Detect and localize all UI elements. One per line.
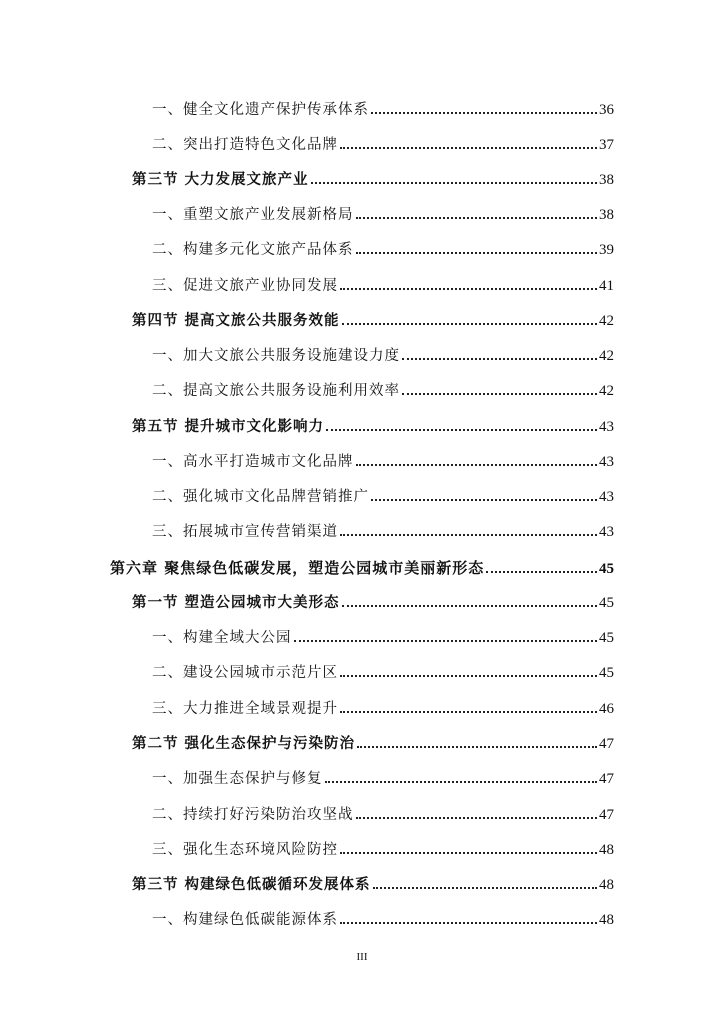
dot-leader bbox=[340, 286, 597, 290]
toc-entry-title: 第三节 大力发展文旅产业 bbox=[132, 171, 309, 188]
toc-entry-page: 43 bbox=[599, 489, 614, 505]
dot-leader bbox=[340, 920, 597, 924]
toc-entry-title: 一、构建全域大公园 bbox=[152, 630, 292, 646]
toc-entry-page: 46 bbox=[599, 701, 614, 717]
dot-leader bbox=[311, 180, 597, 184]
dot-leader bbox=[342, 603, 597, 607]
toc-entry-page: 47 bbox=[599, 807, 614, 823]
toc-entry[interactable] bbox=[152, 100, 614, 120]
dot-leader bbox=[325, 779, 598, 783]
dot-leader bbox=[340, 673, 597, 677]
toc-entry[interactable] bbox=[152, 381, 614, 401]
toc-entry-title: 第六章 聚焦绿色低碳发展，塑造公园城市美丽新形态 bbox=[110, 559, 485, 577]
toc-entry-page: 38 bbox=[599, 207, 614, 223]
toc-entry-title: 第三节 构建绿色低碳循环发展体系 bbox=[132, 876, 371, 893]
toc-entry-page: 41 bbox=[599, 278, 614, 294]
toc-entry-page: 45 bbox=[599, 665, 614, 681]
dot-leader bbox=[402, 356, 597, 360]
toc-entry-title: 三、大力推进全域景观提升 bbox=[152, 701, 338, 717]
toc-entry-page: 36 bbox=[599, 102, 614, 118]
dot-leader bbox=[342, 321, 597, 325]
toc-entry[interactable] bbox=[132, 593, 614, 613]
toc-entry[interactable] bbox=[152, 663, 614, 683]
toc-entry-title: 二、提高文旅公共服务设施利用效率 bbox=[152, 383, 400, 399]
toc-entry-page: 48 bbox=[599, 877, 614, 893]
toc-entry[interactable] bbox=[132, 311, 614, 331]
toc-entry-title: 一、加强生态保护与修复 bbox=[152, 771, 323, 787]
toc-entry[interactable] bbox=[152, 769, 614, 789]
toc-entry-page: 45 bbox=[599, 595, 614, 611]
dot-leader bbox=[356, 815, 598, 819]
dot-leader bbox=[486, 569, 597, 573]
toc-entry-title: 一、加大文旅公共服务设施建设力度 bbox=[152, 348, 400, 364]
toc-entry-page: 42 bbox=[599, 313, 614, 329]
toc-entry-title: 第一节 塑造公园城市大美形态 bbox=[132, 594, 340, 611]
toc-entry-page: 43 bbox=[599, 454, 614, 470]
toc-entry[interactable] bbox=[132, 734, 614, 754]
dot-leader bbox=[371, 497, 597, 501]
toc-entry-title: 一、健全文化遗产保护传承体系 bbox=[152, 102, 369, 118]
toc-entry[interactable] bbox=[152, 522, 614, 542]
toc-entry-page: 43 bbox=[599, 524, 614, 540]
dot-leader bbox=[340, 850, 597, 854]
toc-entry[interactable] bbox=[152, 628, 614, 648]
dot-leader bbox=[356, 462, 598, 466]
toc-entry[interactable] bbox=[152, 135, 614, 155]
toc-entry[interactable] bbox=[152, 276, 614, 296]
toc-entry[interactable] bbox=[152, 805, 614, 825]
toc-entry[interactable] bbox=[110, 558, 614, 579]
toc-entry-title: 一、高水平打造城市文化品牌 bbox=[152, 454, 354, 470]
toc-entry[interactable] bbox=[152, 840, 614, 860]
toc-entry-page: 42 bbox=[599, 383, 614, 399]
toc-entry[interactable] bbox=[132, 417, 614, 437]
toc-entry-page: 42 bbox=[599, 348, 614, 364]
toc-entry-title: 二、建设公园城市示范片区 bbox=[152, 665, 338, 681]
toc-entry-title: 二、突出打造特色文化品牌 bbox=[152, 137, 338, 153]
dot-leader bbox=[371, 110, 597, 114]
toc-entry[interactable] bbox=[152, 699, 614, 719]
dot-leader bbox=[294, 638, 598, 642]
dot-leader bbox=[340, 145, 597, 149]
dot-leader bbox=[373, 885, 597, 889]
toc-entry-page: 47 bbox=[599, 771, 614, 787]
dot-leader bbox=[356, 215, 598, 219]
toc-entry-title: 三、促进文旅产业协同发展 bbox=[152, 278, 338, 294]
toc-entry-page: 48 bbox=[599, 842, 614, 858]
toc-entry-page: 43 bbox=[599, 419, 614, 435]
toc-entry[interactable] bbox=[152, 487, 614, 507]
toc-entry-page: 39 bbox=[599, 242, 614, 258]
toc-entry[interactable] bbox=[152, 452, 614, 472]
toc-entry-title: 二、强化城市文化品牌营销推广 bbox=[152, 489, 369, 505]
toc-entry-page: 48 bbox=[599, 912, 614, 928]
toc-entry-page: 47 bbox=[599, 736, 614, 752]
toc-entry-title: 二、构建多元化文旅产品体系 bbox=[152, 242, 354, 258]
toc-entry[interactable] bbox=[132, 875, 614, 895]
dot-leader bbox=[357, 744, 597, 748]
toc-entry-title: 三、拓展城市宣传营销渠道 bbox=[152, 524, 338, 540]
toc-entry-title: 三、强化生态环境风险防控 bbox=[152, 842, 338, 858]
dot-leader bbox=[340, 709, 597, 713]
toc-entry-page: 37 bbox=[599, 137, 614, 153]
toc-entry[interactable] bbox=[152, 205, 614, 225]
toc-entry-title: 第五节 提升城市文化影响力 bbox=[132, 418, 325, 435]
page-number: III bbox=[356, 951, 368, 963]
toc-entry[interactable] bbox=[152, 240, 614, 260]
dot-leader bbox=[356, 250, 598, 254]
toc-entry[interactable] bbox=[152, 346, 614, 366]
dot-leader bbox=[326, 427, 597, 431]
dot-leader bbox=[340, 532, 597, 536]
toc-entry-title: 一、重塑文旅产业发展新格局 bbox=[152, 207, 354, 223]
toc-entry-page: 45 bbox=[599, 561, 614, 577]
toc-entry-title: 二、持续打好污染防治攻坚战 bbox=[152, 807, 354, 823]
toc-entry[interactable] bbox=[152, 910, 614, 930]
toc-entry-title: 第四节 提高文旅公共服务效能 bbox=[132, 312, 340, 329]
dot-leader bbox=[402, 391, 597, 395]
toc-entry-page: 45 bbox=[599, 630, 614, 646]
toc-entry-title: 第二节 强化生态保护与污染防治 bbox=[132, 735, 356, 752]
toc-entry-page: 38 bbox=[599, 172, 614, 188]
toc-entry-title: 一、构建绿色低碳能源体系 bbox=[152, 912, 338, 928]
toc-entry[interactable] bbox=[132, 170, 614, 190]
